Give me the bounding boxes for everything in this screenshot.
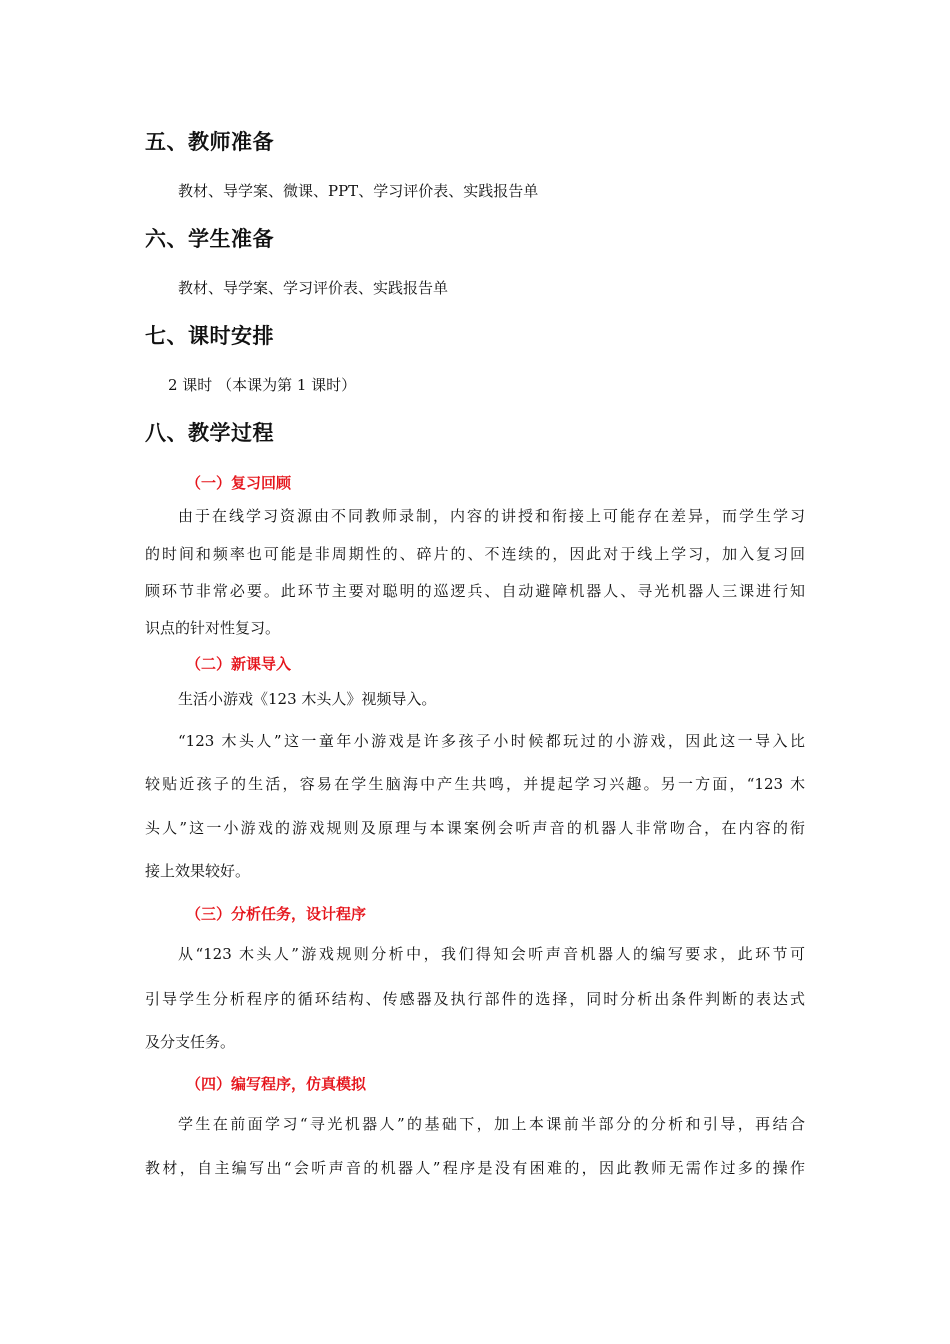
paragraph-line: 的时间和频率也可能是非周期性的、碎片的、不连续的，因此对于线上学习，加入复习回 <box>145 545 805 563</box>
paragraph-line: “123 木头人”这一童年小游戏是许多孩子小时候都玩过的小游戏，因此这一导入比 <box>178 732 805 750</box>
paragraph-line: 由于在线学习资源由不同教师录制，内容的讲授和衔接上可能存在差异，而学生学习 <box>178 507 805 525</box>
subheading-programming: （四）编写程序，仿真模拟 <box>186 1075 367 1093</box>
subheading-intro: （二）新课导入 <box>186 655 292 673</box>
schedule-text: 2 课时 （本课为第 1 课时） <box>168 376 357 394</box>
subheading-review: （一）复习回顾 <box>186 474 292 492</box>
paragraph-line: 及分支任务。 <box>145 1033 236 1051</box>
section-heading-student-prep: 六、学生准备 <box>145 227 274 251</box>
section-heading-teacher-prep: 五、教师准备 <box>145 130 274 154</box>
paragraph-line: 顾环节非常必要。此环节主要对聪明的巡逻兵、自动避障机器人、寻光机器人三课进行知 <box>145 582 805 600</box>
section-heading-schedule: 七、课时安排 <box>145 324 274 348</box>
section-heading-teaching-process: 八、教学过程 <box>145 421 274 445</box>
teacher-prep-text: 教材、导学案、微课、PPT、学习评价表、实践报告单 <box>178 182 539 200</box>
paragraph-line: 较贴近孩子的生活，容易在学生脑海中产生共鸣，并提起学习兴趣。另一方面，“123 木 <box>145 775 805 793</box>
paragraph-line: 头人”这一小游戏的游戏规则及原理与本课案例会听声音的机器人非常吻合，在内容的衔 <box>145 819 805 837</box>
paragraph-line: 教材，自主编写出“会听声音的机器人”程序是没有困难的，因此教师无需作过多的操作 <box>145 1159 805 1177</box>
paragraph-line: 识点的针对性复习。 <box>145 619 281 637</box>
paragraph-line: 生活小游戏《123 木头人》视频导入。 <box>178 690 437 708</box>
student-prep-text: 教材、导学案、学习评价表、实践报告单 <box>178 279 449 297</box>
subheading-analysis: （三）分析任务，设计程序 <box>186 905 367 923</box>
paragraph-line: 学生在前面学习“寻光机器人”的基础下，加上本课前半部分的分析和引导，再结合 <box>178 1115 805 1133</box>
paragraph-line: 接上效果较好。 <box>145 862 251 880</box>
paragraph-line: 引导学生分析程序的循环结构、传感器及执行部件的选择，同时分析出条件判断的表达式 <box>145 990 805 1008</box>
paragraph-line: 从“123 木头人”游戏规则分析中，我们得知会听声音机器人的编写要求，此环节可 <box>178 945 805 963</box>
